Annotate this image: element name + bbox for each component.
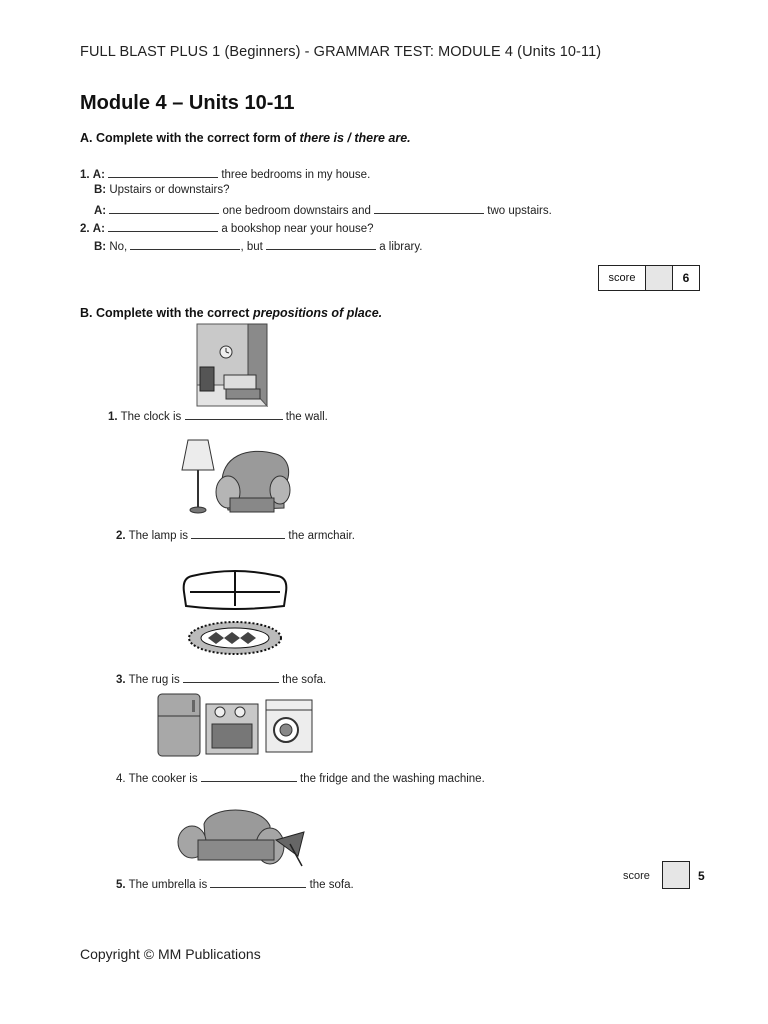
b-item-1: 1. The clock is the wall. xyxy=(108,408,328,423)
score-max: 6 xyxy=(682,271,690,285)
page-title: Module 4 – Units 10-11 xyxy=(80,92,295,114)
score-max-b: 5 xyxy=(698,869,705,883)
answer-blank[interactable] xyxy=(374,202,484,214)
score-input-b[interactable] xyxy=(662,861,690,889)
score-box-a xyxy=(598,265,700,291)
sofa-umbrella-image xyxy=(174,804,306,872)
answer-blank[interactable] xyxy=(201,770,297,782)
answer-blank[interactable] xyxy=(191,527,285,539)
q1-line-a: 1. A: three bedrooms in my house. xyxy=(80,166,370,181)
answer-blank[interactable] xyxy=(108,220,218,232)
copyright-footer: Copyright © MM Publications xyxy=(80,946,261,962)
q2-line-b: B: No, , but a library. xyxy=(94,238,422,253)
answer-blank[interactable] xyxy=(130,238,240,250)
score-label-b: score xyxy=(623,870,650,882)
answer-blank[interactable] xyxy=(183,671,279,683)
answer-blank[interactable] xyxy=(109,202,219,214)
section-b-heading: B. Complete with the correct prepositions of place. xyxy=(80,306,383,320)
answer-blank[interactable] xyxy=(108,166,218,178)
b-item-5: 5. The umbrella is the sofa. xyxy=(116,876,354,891)
page-header: FULL BLAST PLUS 1 (Beginners) - GRAMMAR TEST: MODULE 4 (Units 10-11) xyxy=(80,44,602,60)
score-input[interactable] xyxy=(646,266,673,290)
section-a-heading: A. Complete with the correct form of there is / there are. xyxy=(80,131,411,145)
sofa-rug-image xyxy=(180,566,290,660)
q1-line-b: B: Upstairs or downstairs? xyxy=(94,184,230,196)
kitchen-appliances-image xyxy=(156,692,316,758)
q1-line-a2: A: one bedroom downstairs and two upstairs. xyxy=(94,202,552,217)
b-item-2: 2. The lamp is the armchair. xyxy=(116,527,355,542)
answer-blank[interactable] xyxy=(210,876,306,888)
answer-blank[interactable] xyxy=(266,238,376,250)
lamp-armchair-image xyxy=(178,436,294,520)
score-label: score xyxy=(599,266,646,290)
b-item-3: 3. The rug is the sofa. xyxy=(116,671,326,686)
q2-line-a: 2. A: a bookshop near your house? xyxy=(80,220,374,235)
b-item-4: 4. The cooker is the fridge and the washing machine. xyxy=(116,770,485,785)
answer-blank[interactable] xyxy=(185,408,283,420)
room-clock-image xyxy=(196,323,268,407)
